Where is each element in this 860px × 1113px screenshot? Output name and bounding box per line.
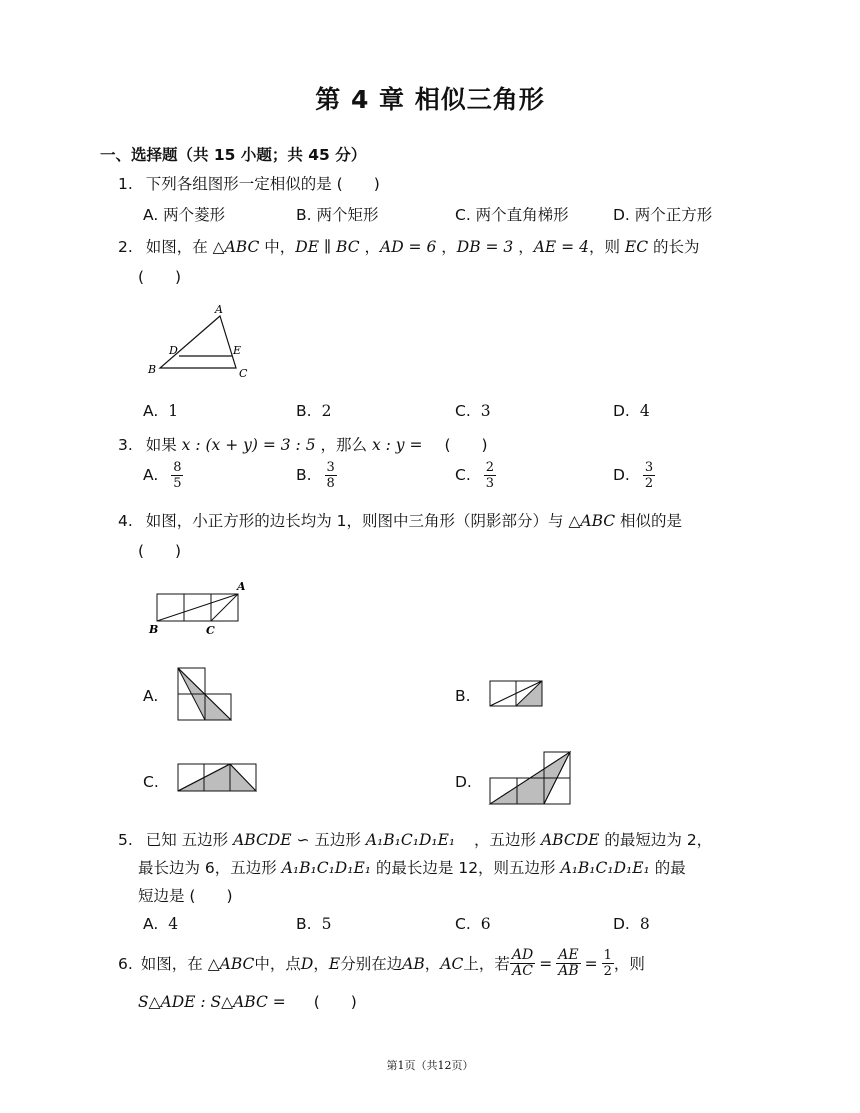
math: ABC <box>219 954 255 973</box>
label-d: D <box>169 344 178 357</box>
question-number: 1. <box>118 175 133 193</box>
q1-option-b: B. 两个矩形 <box>296 206 379 224</box>
math: DE ∥ BC <box>295 238 360 256</box>
q4-option-c: C. <box>143 773 159 791</box>
question-text: 如图，在 △ <box>140 954 220 973</box>
q3-option-a: A. $\frac{8}{5}$ <box>143 460 182 491</box>
math: ABC <box>580 512 616 530</box>
question-text: 中，点 <box>254 954 301 973</box>
q5-option-b: B. 5 <box>296 915 332 933</box>
question-2: 2. 如图，在 △ABC 中，DE ∥ BC ，AD = 6 ，DB = 3 ，AE = 4，则 EC 的长为 <box>118 238 700 256</box>
label-a: A <box>215 303 223 316</box>
question-text: 的最 <box>649 859 686 877</box>
math: x : y = <box>371 436 423 454</box>
question-text: 的最长边是 12，则五边形 <box>370 859 561 877</box>
label-c: C <box>239 367 248 380</box>
math: ABCDE <box>233 831 292 849</box>
question-number: 2. <box>118 238 133 256</box>
q1-option-d: D. 两个正方形 <box>613 206 713 224</box>
question-4 <box>118 510 682 532</box>
math: ABC <box>224 238 260 256</box>
q4-option-b: B. <box>455 687 471 705</box>
label-c: C <box>206 624 215 637</box>
math: AE = 4 <box>533 238 589 256</box>
question-text: ，则 <box>588 238 625 256</box>
question-text: 如图，在 △ <box>145 238 225 256</box>
option-d-figure <box>488 750 574 808</box>
question-text: 下列各组图形一定相似的是 ( ) <box>145 175 380 193</box>
q4-option-a: A. <box>143 687 159 705</box>
math: EC <box>624 238 649 256</box>
q2-option-a: A. 1 <box>143 402 179 420</box>
math: AD = 6 <box>380 238 437 256</box>
answer-paren: ( ) <box>313 993 357 1011</box>
question-number: 5. <box>118 831 133 849</box>
question-6-line-1: 6. 如图，在 △ ABC 中，点 D ， E 分别在边 AB ， AC 上，若 $\frac{AD}{AC}$ = $\frac{AE}{AB}$ = $\frac{1}{2}$ ，则 <box>118 947 645 979</box>
question-text: 中， <box>259 238 296 256</box>
answer-paren: ( ) <box>138 542 182 560</box>
question-text: 如图，小正方形的边长均为 1，则图中三角形（阴影部分）与 △ <box>145 512 581 530</box>
question-5-line-1 <box>118 829 712 851</box>
option-c-figure <box>176 762 260 794</box>
question-number: 4. <box>118 512 133 530</box>
q2-option-d: D. 4 <box>613 402 650 420</box>
question-text: ，那么 <box>315 436 372 454</box>
question-text: 分别在边 <box>340 954 403 973</box>
section-heading: 一、选择题（共 15 小题；共 45 分） <box>100 146 367 164</box>
math: A₁B₁C₁D₁E₁ <box>560 859 650 877</box>
question-number: 3. <box>118 436 133 454</box>
option-a-figure <box>176 666 236 724</box>
question-text: ，五边形 <box>469 831 541 849</box>
math: AC <box>440 954 464 973</box>
q3-option-d: D. $\frac{3}{2}$ <box>613 460 654 491</box>
fraction-one-half: $\frac{1}{2}$ <box>603 948 612 979</box>
math: S△ADE : S△ABC = <box>138 993 286 1011</box>
math: A₁B₁C₁D₁E₁ <box>281 859 371 877</box>
fraction-ad-ac: $\frac{AD}{AC}$ <box>511 947 534 979</box>
question-number: 6. <box>118 954 133 973</box>
q4-option-d: D. <box>455 773 472 791</box>
math: x : (x + y) = 3 : 5 <box>181 436 316 454</box>
q2-option-c: C. 3 <box>455 402 491 420</box>
math: ABCDE <box>540 831 600 849</box>
q3-option-c: C. $\frac{2}{3}$ <box>455 460 494 491</box>
question-text: 上，若 <box>463 954 510 973</box>
fraction-ae-ab: $\frac{AE}{AB}$ <box>558 947 579 979</box>
q5-option-c: C. 6 <box>455 915 491 933</box>
question-5-line-2 <box>138 857 686 879</box>
page-title: 第 4 章 相似三角形 <box>315 85 545 114</box>
answer-paren: ( ) <box>444 436 488 454</box>
question-text: ∽ 五边形 <box>291 831 366 849</box>
question-text: 如果 <box>145 436 182 454</box>
q1-option-a: A. 两个菱形 <box>143 206 226 224</box>
option-b-figure <box>488 679 546 709</box>
q2-option-b: B. 2 <box>296 402 332 420</box>
question-text: 已知 五边形 <box>145 831 234 849</box>
q5-option-d: D. 8 <box>613 915 650 933</box>
math: A₁B₁C₁D₁E₁ <box>365 831 456 849</box>
label-b: B <box>149 623 159 636</box>
math: E <box>328 954 341 973</box>
question-5-line-3: 短边是 ( ) <box>138 887 233 905</box>
triangle-figure <box>140 300 260 382</box>
label-a: A <box>237 580 246 593</box>
question-3 <box>118 434 488 456</box>
q3-option-b: B. $\frac{3}{8}$ <box>296 460 335 491</box>
math: DB = 3 <box>456 238 514 256</box>
question-text: ，则 <box>613 954 645 973</box>
label-b: B <box>148 363 157 376</box>
math: D <box>300 954 314 973</box>
page-footer: 第1页（共12页） <box>386 1059 474 1072</box>
math: AB <box>402 954 425 973</box>
label-e: E <box>233 344 242 357</box>
q1-option-c: C. 两个直角梯形 <box>455 206 569 224</box>
q5-option-a: A. 4 <box>143 915 179 933</box>
grid-figure-abc <box>145 578 255 638</box>
question-text: 的长为 <box>648 238 700 256</box>
question-text: 相似的是 <box>615 512 683 530</box>
question-text: 最长边为 6，五边形 <box>138 859 282 877</box>
answer-paren: ( ) <box>138 268 182 286</box>
question-text: 的最短边为 2， <box>599 831 713 849</box>
question-1 <box>118 173 380 195</box>
question-6-line-2 <box>138 991 357 1013</box>
